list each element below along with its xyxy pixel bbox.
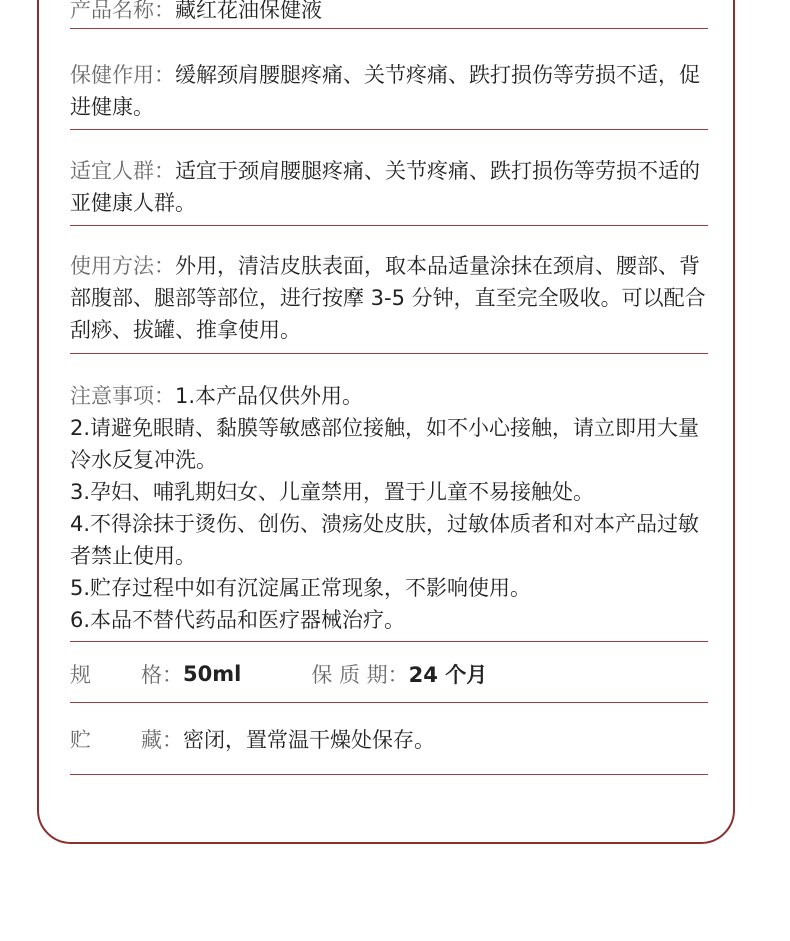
storage-label-b: 藏：	[141, 727, 183, 752]
usage-value: 外用，清洁皮肤表面，取本品适量涂抹在颈肩、腰部、背部腹部、腿部等部位，进行按摩 3-5 分钟，直至完全吸收。可以配合刮痧、拔罐、推拿使用。	[70, 254, 706, 342]
spec-label-a: 规	[70, 663, 91, 687]
product-info-table	[70, 0, 708, 775]
row-spec	[70, 642, 708, 703]
row-usage	[70, 226, 708, 354]
spec-label-b: 格：	[141, 663, 183, 687]
product-name-label: 产品名称：	[70, 0, 175, 22]
notes-item: 5.贮存过程中如有沉淀属正常现象，不影响使用。	[70, 576, 532, 600]
target-group-label: 适宜人群：	[70, 159, 175, 183]
notes-item: 1.本产品仅供外用。	[175, 384, 364, 408]
storage-label-a: 贮	[70, 727, 91, 752]
notes-item: 2.请避免眼睛、黏膜等敏感部位接触，如不小心接触，请立即用大量冷水反复冲洗。	[70, 416, 700, 472]
shelf-life-label: 保 质 期：	[311, 663, 409, 687]
shelf-life-value: 24 个月	[408, 663, 488, 687]
target-group-value: 适宜于颈肩腰腿疼痛、关节疼痛、跌打损伤等劳损不适的亚健康人群。	[70, 159, 700, 215]
product-name-value: 藏红花油保健液	[175, 0, 322, 22]
row-storage	[70, 703, 708, 775]
notes-item: 6.本品不替代药品和医疗器械治疗。	[70, 608, 406, 632]
usage-label: 使用方法：	[70, 254, 175, 278]
row-target-group	[70, 130, 708, 226]
notes-item: 3.孕妇、哺乳期妇女、儿童禁用，置于儿童不易接触处。	[70, 480, 595, 504]
row-notes	[70, 354, 708, 642]
function-label: 保健作用：	[70, 63, 175, 87]
notes-item: 4.不得涂抹于烫伤、创伤、溃疡处皮肤，过敏体质者和对本产品过敏者禁止使用。	[70, 512, 700, 568]
spec-value: 50ml	[183, 662, 242, 686]
notes-label: 注意事项：	[70, 384, 175, 408]
function-value: 缓解颈肩腰腿疼痛、关节疼痛、跌打损伤等劳损不适，促进健康。	[70, 63, 700, 119]
storage-value: 密闭，置常温干燥处保存。	[183, 727, 435, 752]
row-product-name	[70, 0, 708, 29]
row-function	[70, 29, 708, 130]
